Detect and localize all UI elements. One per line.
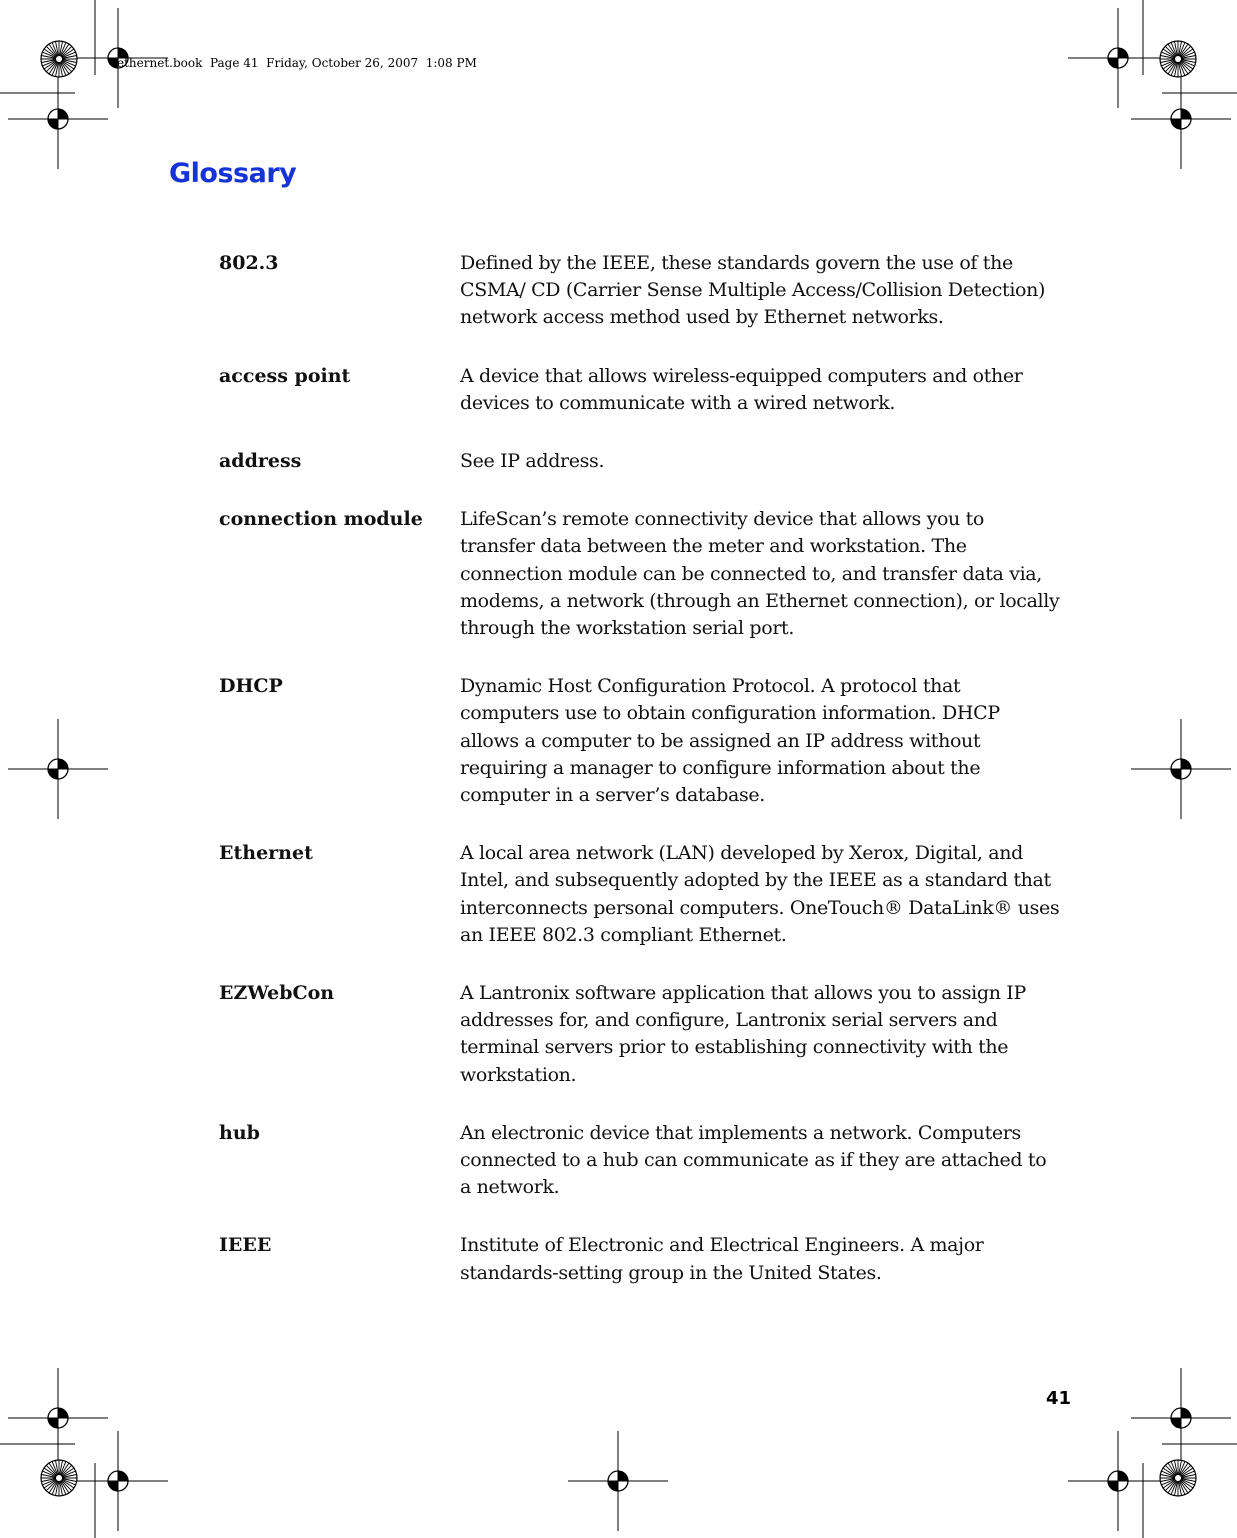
- glossary-definition: LifeScan’s remote connectivity device that allows you to transfer data between the meter and workstation. The connection module can be connected to, and transfer data via, modems, a network (through an Ethernet connection), or locally through the workstation serial port.: [460, 508, 1060, 640]
- glossary-definition: Defined by the IEEE, these standards govern the use of the CSMA/ CD (Carrier Sense Multiple Access/Collision Detection) network access method used by Ethernet networks.: [460, 252, 1046, 329]
- glossary-definition: A Lantronix software application that allows you to assign IP addresses for, and configure, Lantronix serial servers and terminal servers prior to establishing connectivity with the workstation.: [460, 982, 1026, 1086]
- glossary-entry-ieee: [219, 1232, 1069, 1286]
- glossary-definition: Dynamic Host Configuration Protocol. A protocol that computers use to obtain configuration information. DHCP allows a computer to be assigned an IP address without requiring a manager to configure information about the computer in a server’s database.: [460, 675, 1000, 807]
- glossary-entry-connection-module: [219, 506, 1069, 642]
- glossary-definition: A local area network (LAN) developed by Xerox, Digital, and Intel, and subsequently adopted by the IEEE as a standard that interconnects personal computers. OneTouch® DataLink® uses an IEEE 802.3 compliant Ethernet.: [460, 842, 1060, 946]
- glossary-term: EZWebCon: [219, 982, 335, 1005]
- glossary-definition: See IP address.: [460, 450, 605, 473]
- glossary-term: access point: [219, 364, 351, 387]
- glossary-entry-hub: [219, 1120, 1069, 1202]
- glossary-term: address: [219, 450, 302, 473]
- glossary-entry-ezwebcon: [219, 980, 1069, 1089]
- page-number: 41: [1046, 1388, 1072, 1409]
- glossary-entry-access-point: [219, 363, 1069, 417]
- page-title: Glossary: [169, 158, 297, 189]
- glossary-term: DHCP: [219, 675, 283, 698]
- glossary-entry-ethernet: [219, 840, 1069, 949]
- glossary-term: hub: [219, 1121, 260, 1144]
- glossary-definition: Institute of Electronic and Electrical Engineers. A major standards-setting group in the United States.: [460, 1234, 984, 1284]
- glossary-term: IEEE: [219, 1234, 272, 1257]
- glossary-entry-address: [219, 448, 1069, 475]
- glossary-entry-802-3: [219, 250, 1069, 332]
- glossary-definition: An electronic device that implements a network. Computers connected to a hub can communicate as if they are attached to a network.: [460, 1121, 1047, 1199]
- glossary-definition: A device that allows wireless-equipped computers and other devices to communicate with a wired network.: [460, 364, 1023, 414]
- glossary-term: Ethernet: [219, 842, 313, 865]
- print-slug-header: ethernet.book Page 41 Friday, October 26, 2007 1:08 PM: [117, 56, 477, 70]
- glossary-term: 802.3: [219, 252, 279, 274]
- glossary-term: connection module: [219, 508, 423, 531]
- glossary-list: [219, 250, 1069, 1318]
- glossary-entry-dhcp: [219, 673, 1069, 809]
